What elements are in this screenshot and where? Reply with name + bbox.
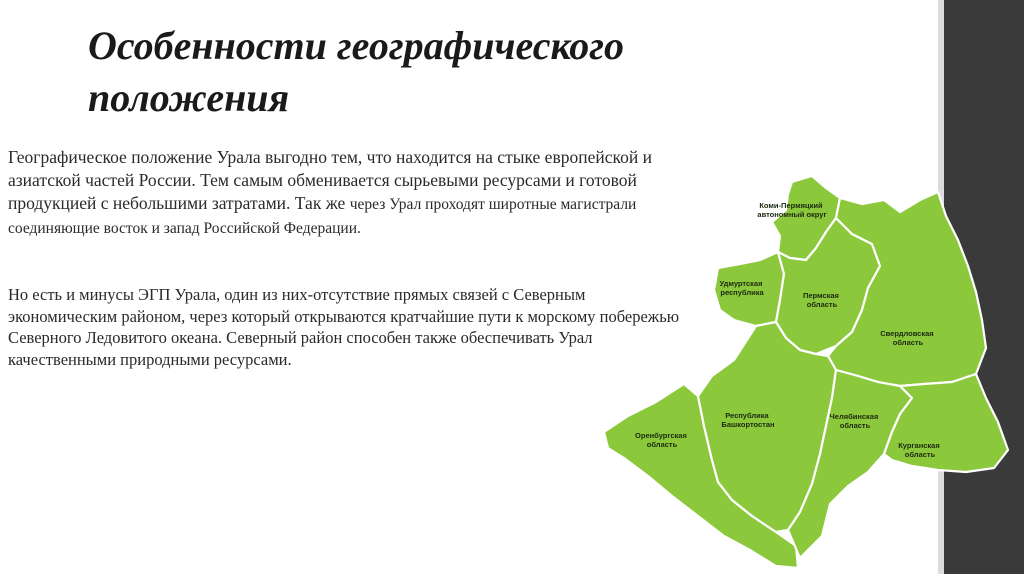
label-sverdlovsk: Свердловская область xyxy=(880,329,934,347)
title-line-1: Особенности географического xyxy=(88,23,625,68)
paragraph-advantages xyxy=(8,146,698,240)
label-chelyabinsk: Челябинская область xyxy=(829,412,879,430)
paragraph-advantages-main: Географическое положение Урала выгодно тем, что находится на стыке европейской и азиатской частей России. Тем самым обменивается сырьевыми ресурсами и готовой продукцией с небольшими затратами. Так же xyxy=(8,147,652,213)
region-kurgan xyxy=(884,374,1008,472)
label-kurgan: Курганская область xyxy=(898,441,940,459)
slide-title xyxy=(88,20,888,124)
label-udmurtia: Удмуртская республика xyxy=(719,279,764,297)
paragraph-disadvantages: Но есть и минусы ЭГП Урала, один из них-отсутствие прямых связей с Северным экономическим районом, через который открываются кратчайшие пути к морскому побережью Северного Ледовитого океана. Северный район способен также обеспечивать Урал качественными природными ресурсами. xyxy=(8,285,680,369)
label-bashkortostan: Республика Башкортостан xyxy=(721,411,775,429)
title-line-2: положения xyxy=(88,75,290,120)
label-orenburg: Оренбургская область xyxy=(635,431,687,449)
label-komi-permyak: Коми-Пермяцкий автономный округ xyxy=(757,201,827,219)
paragraph-advantages-small: через Урал проходят широтные магистрали соединяющие восток и запад Российской Федерации. xyxy=(8,196,637,237)
ural-map xyxy=(600,170,1020,574)
label-perm: Пермская область xyxy=(802,291,839,309)
